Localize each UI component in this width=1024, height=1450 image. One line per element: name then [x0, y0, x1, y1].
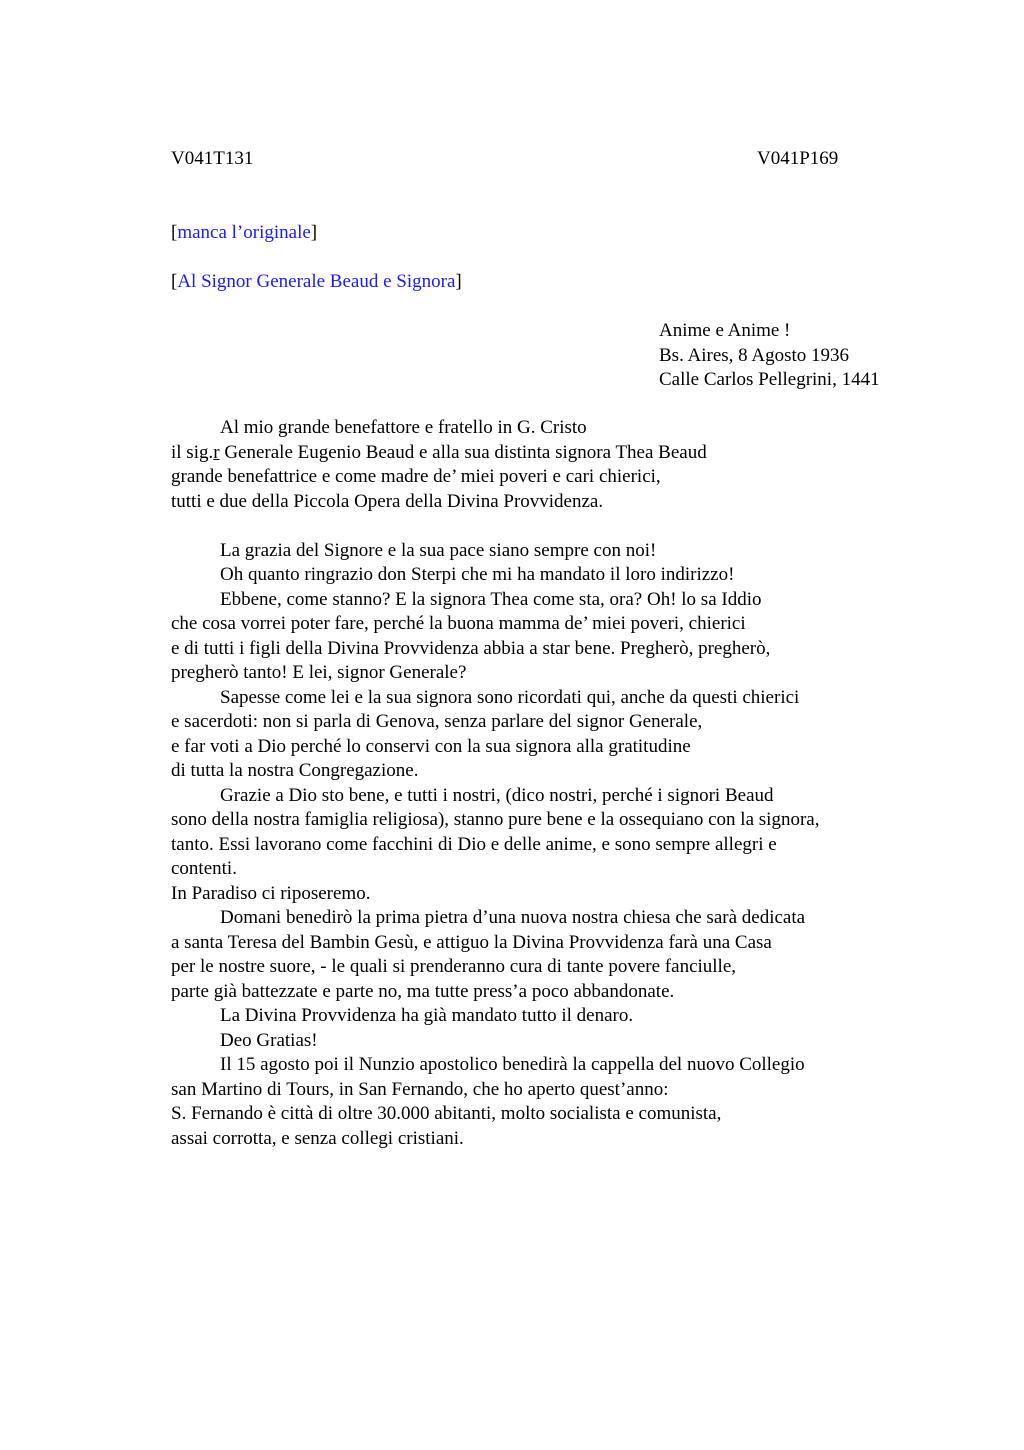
- body-line: e sacerdoti: non si parla di Genova, senza parlare del signor Generale,: [171, 711, 703, 732]
- salutation-line: [171, 441, 911, 466]
- body-paragraphs: [171, 539, 911, 1152]
- body-line: e di tutti i figli della Divina Provvidenza abbia a star bene. Pregherò, pregherò,: [171, 637, 771, 659]
- body-line: In Paradiso ci riposeremo.: [171, 882, 371, 904]
- body-line: e far voti a Dio perché lo conservi con la sua signora alla gratitudine: [171, 735, 691, 757]
- body-line: a santa Teresa del Bambin Gesù, e attiguo la Divina Provvidenza farà una Casa: [171, 931, 772, 953]
- body-line: Sapesse come lei e la sua signora sono ricordati qui, anche da questi chierici: [220, 686, 800, 708]
- heading-motto: Anime e Anime !: [659, 320, 791, 341]
- paragraph-gap: [171, 514, 911, 539]
- reference-code-left: V041T131: [171, 148, 254, 169]
- body-line: Grazie a Dio sto bene, e tutti i nostri, (dico nostri, perché i signori Beaud: [220, 784, 774, 806]
- close-bracket: ]: [310, 222, 318, 243]
- body-line: di tutta la nostra Congregazione.: [171, 760, 419, 781]
- body-line: san Martino di Tours, in San Fernando, che ho aperto quest’anno:: [171, 1078, 669, 1100]
- salutation-line: grande benefattrice e come madre de’ miei poveri e cari chierici,: [171, 466, 661, 487]
- body-line: Ebbene, come stanno? E la signora Thea come sta, ora? Oh! lo sa Iddio: [220, 588, 762, 610]
- heading-address: Calle Carlos Pellegrini, 1441: [659, 369, 880, 390]
- addressee-text: Al Signor Generale Beaud e Signora: [177, 271, 456, 292]
- heading-date: Bs. Aires, 8 Agosto 1936: [659, 344, 850, 366]
- reference-code-right: V041P169: [757, 148, 839, 169]
- open-bracket: [: [171, 271, 178, 292]
- body-line: assai corrotta, e senza collegi cristiani.: [171, 1127, 464, 1149]
- body-line: S. Fernando è città di oltre 30.000 abitanti, molto socialista e comunista,: [171, 1103, 722, 1124]
- missing-original-note: [171, 222, 317, 244]
- salutation-line: Al mio grande benefattore e fratello in G. Cristo: [220, 417, 587, 438]
- body-line: contenti.: [171, 858, 237, 879]
- open-bracket: [: [171, 222, 178, 243]
- body-line: Il 15 agosto poi il Nunzio apostolico benedirà la cappella del nuovo Collegio: [220, 1054, 805, 1075]
- body-line: pregherò tanto! E lei, signor Generale?: [171, 662, 467, 683]
- body-line: La Divina Provvidenza ha già mandato tutto il denaro.: [220, 1005, 634, 1026]
- body-line: che cosa vorrei poter fare, perché la buona mamma de’ miei poveri, chierici: [171, 613, 746, 634]
- missing-original-text: manca l’originale: [177, 222, 311, 243]
- letter-body: [171, 416, 911, 1151]
- body-line: tanto. Essi lavorano come facchini di Dio e delle anime, e sono sempre allegri e: [171, 833, 777, 855]
- salutation-abbrev-superscript: r: [213, 441, 220, 463]
- body-line: Oh quanto ringrazio don Sterpi che mi ha mandato il loro indirizzo!: [220, 564, 735, 585]
- salutation-line: tutti e due della Piccola Opera della Divina Provvidenza.: [171, 490, 604, 512]
- body-line: Deo Gratias!: [220, 1029, 318, 1051]
- addressee-note: [171, 271, 462, 293]
- letter-heading: [659, 319, 880, 393]
- body-line: Domani benedirò la prima pietra d’una nuova nostra chiesa che sarà dedicata: [220, 907, 806, 928]
- body-line: sono della nostra famiglia religiosa), stanno pure bene e la ossequiano con la signora,: [171, 809, 820, 830]
- salutation-rest: Generale Eugenio Beaud e alla sua distinta signora Thea Beaud: [219, 441, 707, 463]
- salutation-prefix: il sig.: [171, 441, 214, 463]
- close-bracket: ]: [455, 271, 462, 292]
- body-line: parte già battezzate e parte no, ma tutte press’a poco abbandonate.: [171, 980, 675, 1002]
- body-line: per le nostre suore, - le quali si prenderanno cura di tante povere fanciulle,: [171, 956, 737, 977]
- body-line: La grazia del Signore e la sua pace siano sempre con noi!: [220, 539, 657, 561]
